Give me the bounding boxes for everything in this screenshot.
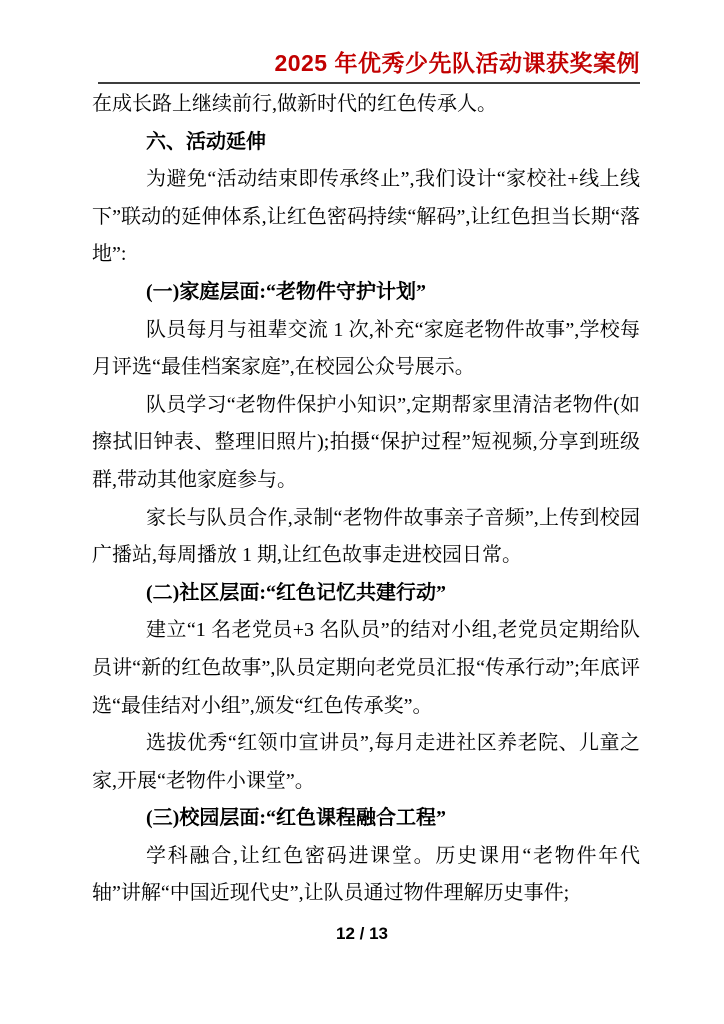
paragraph: 队员学习“老物件保护小知识”,定期帮家里清洁老物件(如擦拭旧钟表、整理旧照片);拍摄“保护过程”短视频,分享到班级群,带动其他家庭参与。 [92,393,640,491]
section-heading: (三)校园层面:“红色课程融合工程” [146,807,446,830]
section-heading: (二)社区层面:“红色记忆共建行动” [146,581,446,604]
page-number: 12 / 13 [336,924,388,943]
section-heading: (一)家庭层面:“老物件守护计划” [146,280,426,303]
paragraph: 在成长路上继续前行,做新时代的红色传承人。 [92,93,497,115]
paragraph: 选拔优秀“红领巾宣讲员”,每月走进社区养老院、儿童之家,开展“老物件小课堂”。 [92,732,640,792]
paragraph: 家长与队员合作,录制“老物件故事亲子音频”,上传到校园广播站,每周播放 1 期,让红色故事走进校园日常。 [92,506,640,567]
page-footer [0,924,724,944]
document-body [92,86,640,913]
document-header [98,0,640,84]
page-title: 2025 年优秀少先队活动课获奖案例 [274,50,640,76]
paragraph: 建立“1 名老党员+3 名队员”的结对小组,老党员定期给队员讲“新的红色故事”,队员定期向老党员汇报“传承行动”;年底评选“最佳结对小组”,颁发“红色传承奖”。 [92,619,640,717]
paragraph: 队员每月与祖辈交流 1 次,补充“家庭老物件故事”,学校每月评选“最佳档案家庭”,在校园公众号展示。 [92,318,640,379]
paragraph: 学科融合,让红色密码进课堂。历史课用“老物件年代轴”讲解“中国近现代史”,让队员通过物件理解历史事件; [92,844,640,905]
paragraph: 为避免“活动结束即传承终止”,我们设计“家校社+线上线下”联动的延伸体系,让红色密码持续“解码”,让红色担当长期“落地”: [92,168,640,266]
section-heading: 六、活动延伸 [146,130,266,153]
